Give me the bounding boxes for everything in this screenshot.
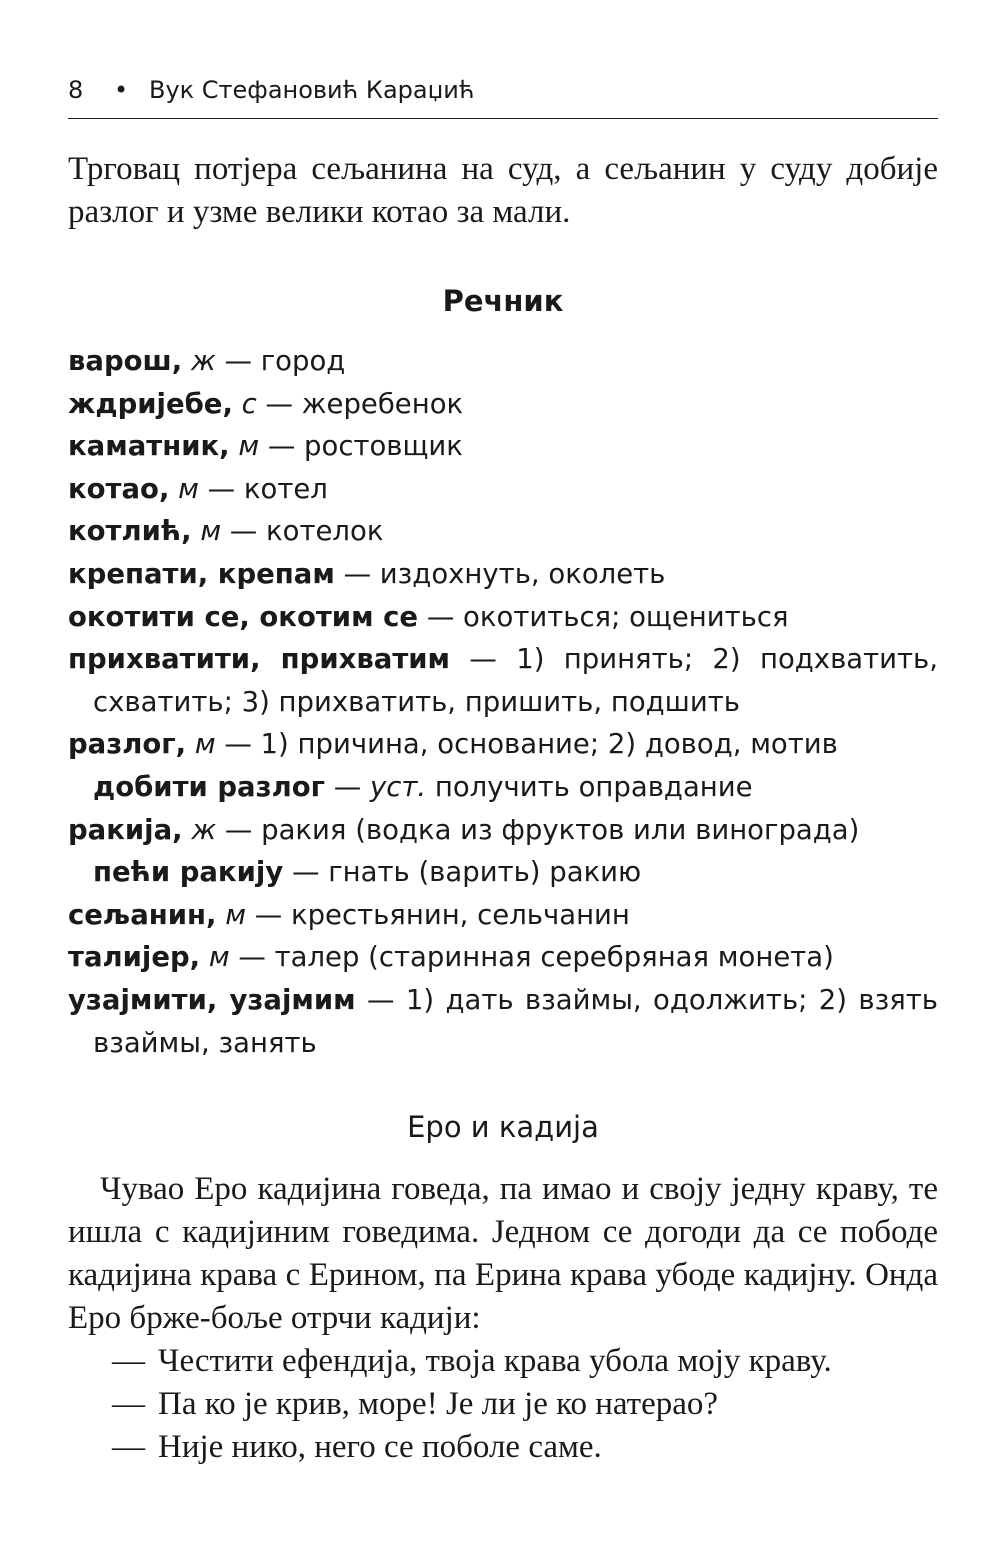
glossary-term: варош, bbox=[68, 345, 183, 377]
dialogue-list bbox=[68, 1340, 938, 1469]
dialogue-dash: — bbox=[112, 1343, 145, 1379]
glossary-entry bbox=[68, 894, 938, 937]
glossary-gram: ж bbox=[191, 813, 217, 846]
glossary-term: пећи ракију bbox=[93, 856, 284, 889]
glossary-term: каматник, bbox=[68, 430, 230, 463]
story-text bbox=[68, 1168, 938, 1469]
glossary-def: — талер (старинная серебряная монета) bbox=[229, 941, 834, 974]
glossary-dash: — bbox=[324, 770, 370, 803]
glossary-gram: м bbox=[178, 472, 199, 505]
glossary-def: — гнать (варить) ракию bbox=[283, 856, 642, 889]
glossary-gram: м bbox=[208, 941, 230, 974]
glossary-def: — котел bbox=[198, 472, 328, 505]
glossary-entry bbox=[68, 383, 938, 426]
author-name: Вук Стефановић Караџић bbox=[149, 76, 475, 104]
glossary-entry bbox=[68, 510, 938, 553]
glossary-gram: с bbox=[241, 387, 257, 420]
glossary-entry bbox=[68, 936, 938, 979]
glossary-entry bbox=[68, 425, 938, 468]
glossary-entry bbox=[68, 468, 938, 511]
glossary-entry bbox=[68, 723, 938, 766]
glossary-term: котлић, bbox=[68, 515, 192, 548]
glossary-gram: м bbox=[238, 430, 260, 463]
glossary-def: — 1) дать взаймы, одолжить; 2) взять взаймы, занять bbox=[93, 983, 938, 1059]
page-number: 8 bbox=[68, 76, 84, 104]
glossary-term: добити разлог bbox=[93, 770, 325, 803]
glossary-term: крепати, крепам bbox=[68, 557, 335, 590]
glossary-def: — издохнуть, околеть bbox=[334, 557, 666, 590]
glossary-entry bbox=[68, 638, 938, 723]
glossary-subentry bbox=[68, 851, 938, 894]
glossary-entry bbox=[68, 596, 938, 639]
glossary-term: узајмити, узајмим bbox=[68, 983, 356, 1016]
glossary-term: котао, bbox=[68, 472, 170, 505]
glossary-term: окотити се, окотим се bbox=[68, 600, 419, 633]
glossary-term: прихватити, прихватим bbox=[68, 643, 451, 676]
story-title: Еро и кадија bbox=[407, 1110, 599, 1144]
glossary-def: — 1) причина, основание; 2) довод, мотив bbox=[215, 728, 838, 761]
dialogue-text: Није нико, него се поболе саме. bbox=[158, 1429, 602, 1465]
glossary-term: сељанин, bbox=[68, 898, 217, 931]
glossary-list bbox=[68, 340, 938, 1064]
dialogue-dash: — bbox=[112, 1386, 145, 1422]
dialogue-text: Честити ефендија, твоја крава убола моју краву. bbox=[158, 1343, 832, 1379]
glossary-gram: ж bbox=[190, 345, 216, 377]
story-paragraph: Чувао Еро кадијина говеда, па имао и своју једну краву, те ишла с кадијиним говедима. Једном се догоди да се пободе кадијина крава с Ерином, па Ерина крава убоде кадијну. Онда Еро брже-боље отрчи кадији: bbox=[68, 1171, 938, 1336]
glossary-def: — ростовщик bbox=[259, 430, 463, 463]
glossary-term: талијер, bbox=[68, 941, 201, 974]
dialogue-text: Па ко је крив, море! Је ли је ко натерао? bbox=[158, 1386, 719, 1422]
glossary-def: — окотиться; ощениться bbox=[418, 600, 789, 633]
glossary-def: — ракия (водка из фруктов или винограда) bbox=[216, 813, 860, 846]
running-head bbox=[68, 72, 938, 119]
glossary-term: разлог, bbox=[68, 728, 187, 761]
glossary-entry bbox=[68, 979, 938, 1064]
glossary-term: ждријебе, bbox=[68, 387, 233, 420]
glossary-entry bbox=[68, 340, 938, 383]
glossary-term: ракија, bbox=[68, 813, 183, 846]
dialogue-dash: — bbox=[112, 1429, 145, 1465]
header-bullet: • bbox=[114, 76, 129, 104]
glossary-def: — город bbox=[215, 345, 346, 377]
glossary-gram: уст. bbox=[369, 770, 427, 803]
glossary-entry bbox=[68, 809, 938, 852]
glossary-def: — котелок bbox=[221, 515, 384, 548]
glossary-entry bbox=[68, 553, 938, 596]
intro-paragraph: Трговац потјера сељанина на суд, а сељанин у суду добије разлог и узме велики котао за мали. bbox=[68, 151, 938, 230]
glossary-def: — 1) принять; 2) подхватить, схватить; 3) прихватить, пришить, подшить bbox=[93, 643, 938, 718]
glossary-subentry bbox=[68, 766, 938, 809]
glossary-gram: м bbox=[194, 728, 216, 761]
glossary-gram: м bbox=[200, 515, 222, 548]
glossary-def: получить оправдание bbox=[426, 770, 753, 803]
glossary-gram: м bbox=[225, 898, 246, 931]
glossary-def: — крестьянин, сельчанин bbox=[245, 898, 630, 931]
dialogue-line bbox=[68, 1383, 938, 1426]
dialogue-line bbox=[68, 1426, 938, 1469]
dialogue-line bbox=[68, 1340, 938, 1383]
glossary-title: Речник bbox=[442, 284, 564, 318]
glossary-def: — жеребенок bbox=[256, 387, 464, 420]
